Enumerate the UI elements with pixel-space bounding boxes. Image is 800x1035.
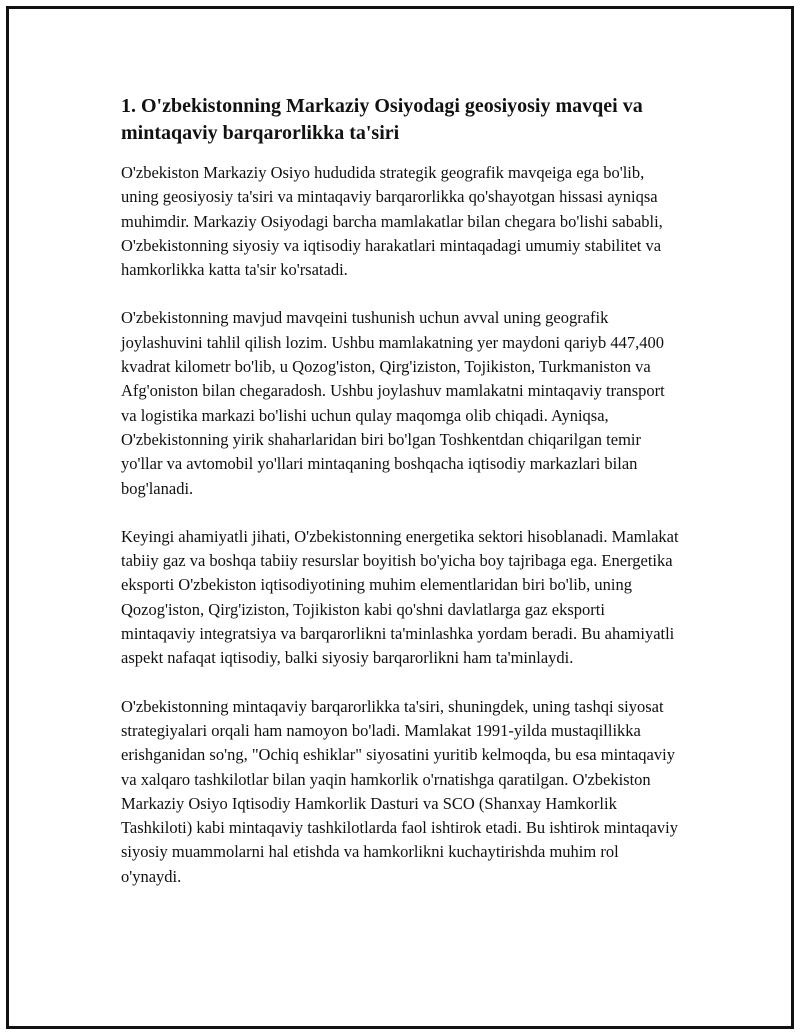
document-page	[6, 6, 794, 1029]
document-body	[121, 93, 681, 913]
section-heading: 1. O'zbekistonning Markaziy Osiyodagi geosiyosiy mavqei va mintaqaviy barqarorlikka ta'siri	[121, 95, 643, 144]
paragraph: O'zbekistonning mavjud mavqeini tushunish uchun avval uning geografik joylashuvini tahlil qilish lozim. Ushbu mamlakatning yer maydoni qariyb 447,400 kvadrat kilometr bo'lib, u Qozog'iston, Qirg'iziston, Tojikiston, Turkmaniston va Afg'oniston bilan chegaradosh. Ushbu joylashuv mamlakatni mintaqaviy transport va logistika markazi bo'lishi uchun qulay maqomga olib chiqadi. Ayniqsa, O'zbekistonning yirik shaharlaridan biri bo'lgan Toshkentdan chiqarilgan temir yo'llar va avtomobil yo'llari mintaqaning boshqacha iqtisodiy markazlari bilan bog'lanadi.	[121, 308, 665, 498]
paragraph: Keyingi ahamiyatli jihati, O'zbekistonning energetika sektori hisoblanadi. Mamlakat tabiiy gaz va boshqa tabiiy resurslar boyitish bo'yicha boy tajribaga ega. Energetika eksporti O'zbekiston iqtisodiyotining muhim elementlaridan biri bo'lib, uning Qozog'iston, Qirg'iziston, Tojikiston kabi qo'shni davlatlarga gaz eksporti mintaqaviy integratsiya va barqarorlikni ta'minlashka yordam beradi. Bu ahamiyatli aspekt nafaqat iqtisodiy, balki siyosiy barqarorlikni ham ta'minlaydi.	[121, 526, 679, 668]
paragraph: O'zbekiston Markaziy Osiyo hududida strategik geografik mavqeiga ega bo'lib, uning geosiyosiy ta'siri va mintaqaviy barqarorlikka qo'shayotgan hissasi ayniqsa muhimdir. Markaziy Osiyodagi barcha mamlakatlar bilan chegara bo'lishi sababli, O'zbekistonning siyosiy va iqtisodiy harakatlari mintaqadagi umumiy stabilitet va hamkorlikka katta ta'sir ko'rsatadi.	[121, 163, 663, 280]
paragraph: O'zbekistonning mintaqaviy barqarorlikka ta'siri, shuningdek, uning tashqi siyosat strategiyalari orqali ham namoyon bo'ladi. Mamlakat 1991-yilda mustaqillikka erishganidan so'ng, "Ochiq eshiklar" siyosatini yuritib kelmoqda, bu esa mintaqaviy va xalqaro tashkilotlar bilan yaqin hamkorlik o'rnatishga qaratilgan. O'zbekiston Markaziy Osiyo Iqtisodiy Hamkorlik Dasturi va SCO (Shanxay Hamkorlik Tashkiloti) kabi mintaqaviy tashkilotlarda faol ishtirok etadi. Bu ishtirok mintaqaviy siyosiy muammolarni hal etishda va hamkorlikni kuchaytirishda muhim rol o'ynaydi.	[121, 696, 678, 886]
